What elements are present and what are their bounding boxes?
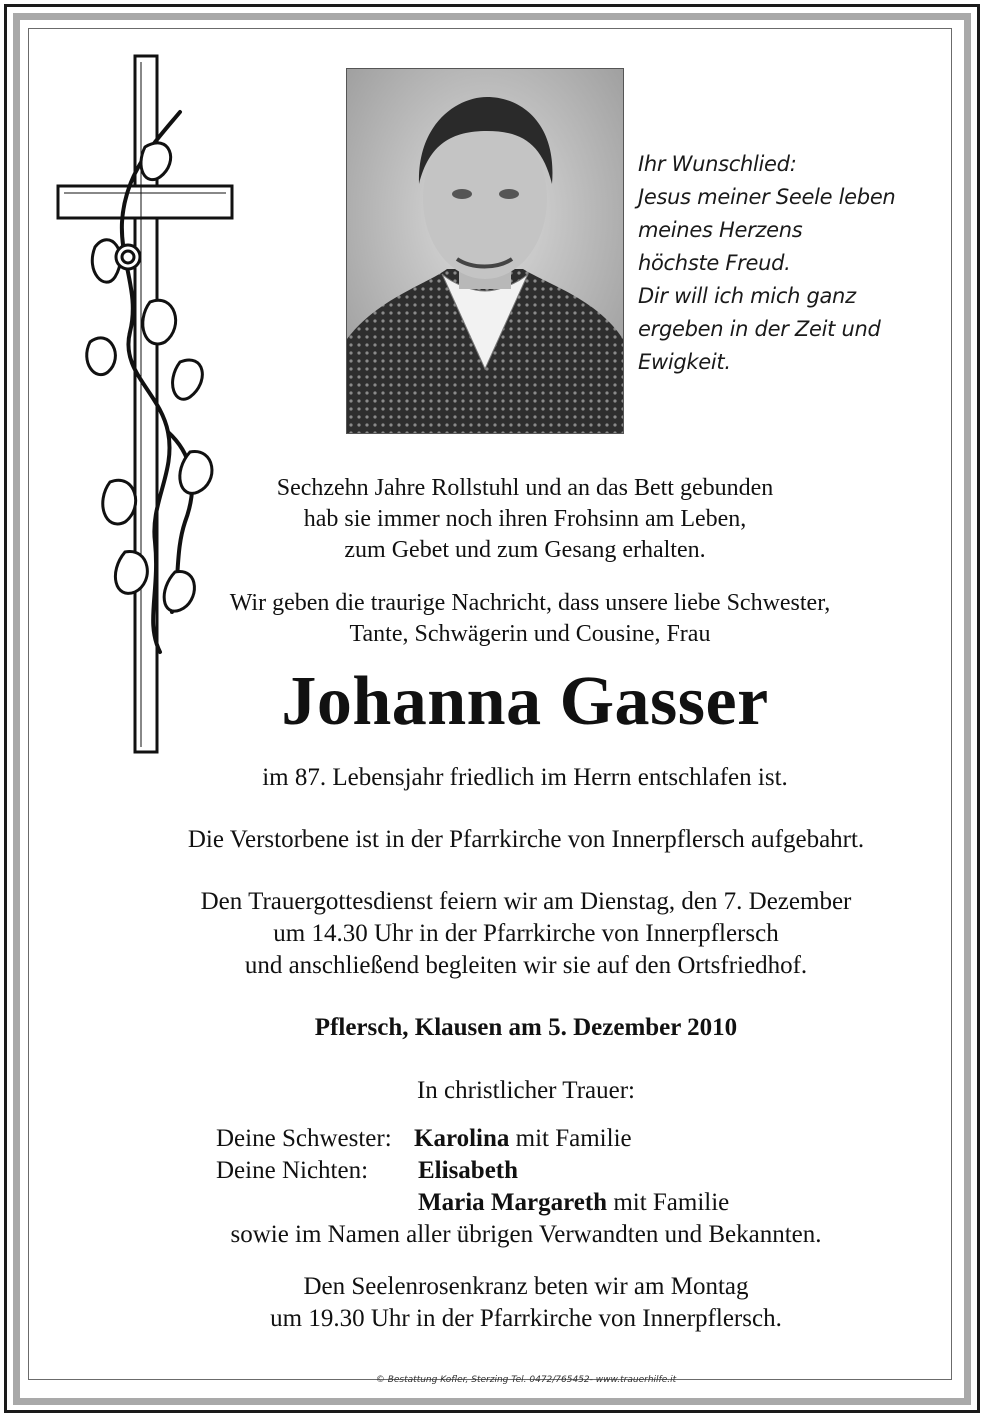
age-line: im 87. Lebensjahr friedlich im Herrn entschlafen ist. [262,764,788,791]
song-line: Dir will ich mich ganz [638,284,856,308]
announcement-text [0,588,982,650]
song-line: ergeben in der Zeit und [638,317,881,341]
niece-name: Elisabeth [418,1157,519,1184]
song-line: Ihr Wunschlied: [638,152,797,176]
portrait-photo [346,68,624,434]
rosary-line: Den Seelenrosenkranz beten wir am Montag [303,1273,749,1300]
song-line: Jesus meiner Seele leben [638,185,896,209]
song-line: meines Herzens [638,218,803,242]
sister-name: Karolina [414,1125,510,1152]
nieces-label: Deine Nichten: [216,1157,369,1184]
niece-entry [418,1187,729,1219]
song-line: Ewigkeit. [638,350,731,374]
intro-line: Sechzehn Jahre Rollstuhl und an das Bett gebunden [276,475,774,501]
laid-out-line: Die Verstorbene ist in der Pfarrkirche von Innerpflersch aufgebahrt. [187,826,865,853]
intro-text [0,473,982,566]
song-line: höchste Freud. [638,251,791,275]
mourning-heading: In christlicher Trauer: [416,1077,635,1104]
footer-credit: © Bestattung Kofler, Sterzing Tel. 0472/765452- www.trauerhilfe.it [375,1375,677,1385]
deceased-name: Johanna Gasser [281,663,769,740]
service-text [0,886,982,982]
rosary-line: um 19.30 Uhr in der Pfarrkirche von Innerpflersch. [270,1305,782,1332]
intro-line: zum Gebet und zum Gesang erhalten. [344,537,706,563]
cross-with-rose-icon [50,52,240,757]
service-line: und anschließend begleiten wir sie auf den Ortsfriedhof. [244,952,808,979]
song-lyrics [638,148,958,379]
service-line: um 14.30 Uhr in der Pfarrkirche von Innerpflersch [273,920,779,947]
place-date: Pflersch, Klausen am 5. Dezember 2010 [314,1014,738,1041]
intro-line: Tante, Schwägerin und Cousine, Frau [349,621,711,647]
intro-line: hab sie immer noch ihren Frohsinn am Leben, [303,506,747,532]
others-line: sowie im Namen aller übrigen Verwandten und Bekannten. [230,1221,822,1248]
sister-label: Deine Schwester: [216,1125,392,1152]
niece-name: Maria Margareth [418,1189,608,1216]
sister-entry [414,1123,632,1155]
rosary-text [0,1271,982,1335]
niece-suffix: mit Familie [607,1189,730,1216]
portrait-illustration [347,69,623,433]
intro-line: Wir geben die traurige Nachricht, dass unsere liebe Schwester, [229,590,831,616]
sister-suffix: mit Familie [509,1125,632,1152]
service-line: Den Trauergottesdienst feiern wir am Dienstag, den 7. Dezember [200,888,852,915]
